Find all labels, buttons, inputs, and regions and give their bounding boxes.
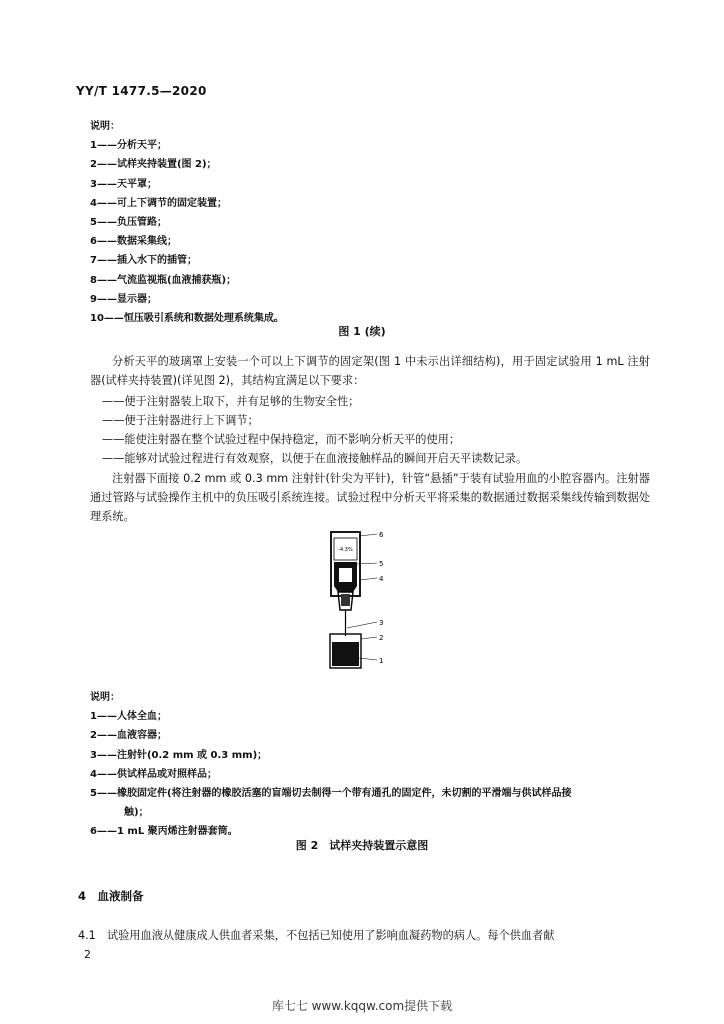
paragraph-blood-source: 4.1 试验用血液从健康成人供血者采集，不包括已知使用了影响血凝药物的病人。每个供血者献 (78, 929, 555, 942)
requirement-item: ——便于注射器装上取下，并有足够的生物安全性； (102, 395, 360, 408)
legend-item: 8——气流监视瓶(血液捕获瓶)； (90, 274, 237, 286)
legend-item: 7——插入水下的插管； (90, 255, 197, 267)
paragraph-fixture-description: 分析天平的玻璃罩上安装一个可以上下调节的固定架(图 1 中未示出详细结构)，用于固定试验用 1 mL 注射器(试样夹持装置)(详见图 2)，其结构宜满足以下要求： (90, 355, 650, 387)
callout-label: 6 (379, 531, 384, 539)
paragraph-needle-description: 注射器下面接 0.2 mm 或 0.3 mm 注射针(针尖为平针)，针管“悬插”于装有试验用血的小腔容器内。注射器通过管路与试验操作主机中的负压吸引系统连接。试验过程中分析天平将采集的数据通过数据采集线传输到数据处理系统。 (90, 472, 650, 523)
syringe-reading: -4.3% (338, 547, 353, 553)
download-footer[interactable]: 库七七 www.kqqw.com提供下载 (271, 999, 453, 1013)
requirement-item: ——能使注射器在整个试验过程中保持稳定，而不影响分析天平的使用； (102, 433, 461, 446)
legend-item: 9——显示器； (90, 293, 157, 305)
legend-title: 说明： (90, 692, 120, 703)
figure1-legend (90, 117, 284, 328)
callout-label: 4 (379, 575, 384, 583)
legend-item: 5——橡胶固定件(将注射器的橡胶活塞的盲端切去制得一个带有通孔的固定件，未切割的平滑端与供试样品接 (90, 788, 572, 800)
legend-item: 1——分析天平； (90, 140, 167, 152)
figure1-caption: 图 1 (续) (338, 325, 386, 338)
callout-label: 1 (379, 657, 384, 665)
legend-item: 6——1 mL 聚丙烯注射器套筒。 (90, 826, 238, 838)
fixture-hole (339, 568, 352, 582)
legend-item: 2——试样夹持装置(图 2)； (90, 159, 217, 171)
page-number: 2 (84, 948, 91, 961)
callout-label: 3 (379, 619, 384, 627)
legend-item: 10——恒压吸引系统和数据处理系统集成。 (90, 313, 284, 325)
figure2-caption: 图 2 试样夹持装置示意图 (295, 839, 429, 852)
legend-item: 1——人体全血； (90, 711, 167, 723)
callout-label: 5 (379, 560, 384, 568)
requirement-item: ——能够对试验过程进行有效观察，以便于在血液接触样品的瞬间开启天平读数记录。 (102, 452, 528, 465)
section-heading: 4 血液制备 (78, 889, 144, 903)
legend-item: 3——注射针(0.2 mm 或 0.3 mm)； (90, 749, 268, 761)
legend-item-continuation: 触)； (124, 807, 149, 819)
legend-item: 4——供试样品或对照样品； (90, 768, 217, 780)
standard-number: YY/T 1477.5—2020 (76, 84, 207, 98)
legend-title: 说明： (90, 121, 120, 132)
whole-blood (332, 642, 359, 666)
test-sample (341, 594, 350, 606)
legend-item: 6——数据采集线； (90, 236, 177, 248)
legend-item: 5——负压管路； (90, 217, 167, 229)
syringe-fixture-diagram (320, 528, 390, 678)
legend-item: 4——可上下调节的固定装置； (90, 197, 227, 209)
legend-item: 3——天平罩； (90, 178, 157, 190)
callout-label: 2 (379, 634, 384, 642)
legend-item: 2——血液容器； (90, 730, 167, 742)
requirement-item: ——便于注射器进行上下调节； (102, 414, 259, 427)
figure2-legend (90, 688, 572, 842)
